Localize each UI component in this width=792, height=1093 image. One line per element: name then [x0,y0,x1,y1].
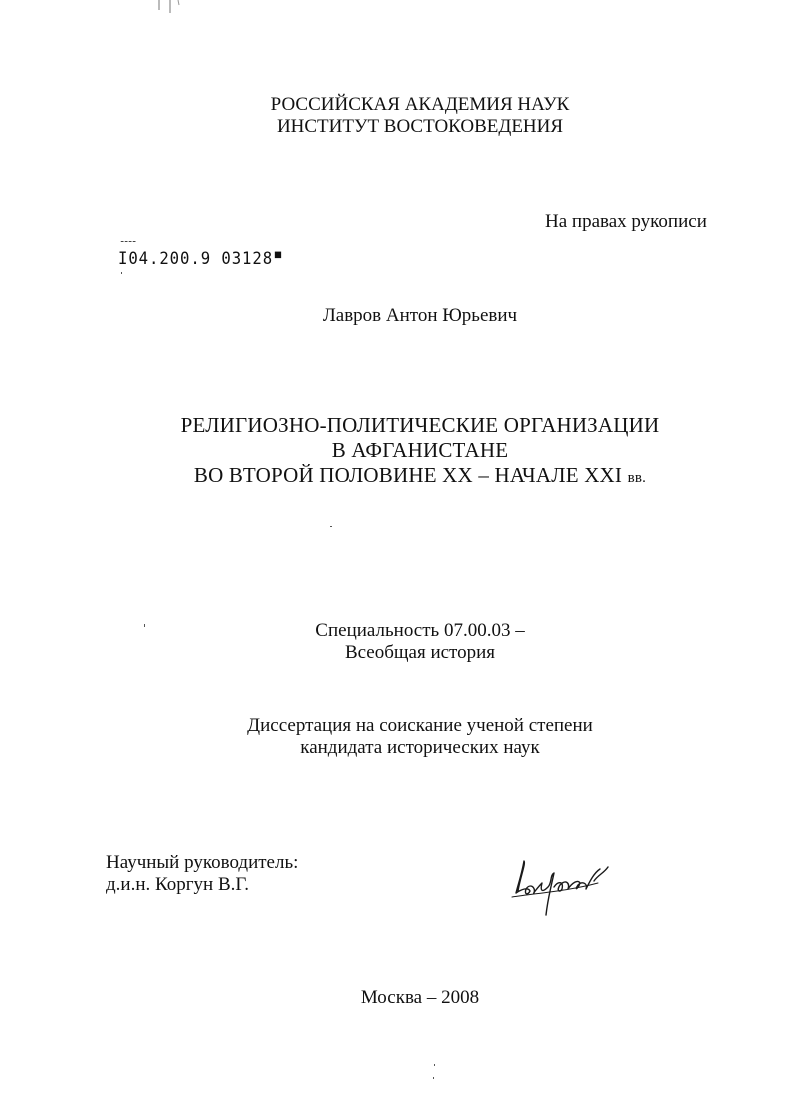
dissertation-title [0,413,792,491]
degree-line-2: кандидата исторических наук [300,737,540,758]
author-name: Лавров Антон Юрьевич [322,305,518,326]
title-line-3-suffix: вв. [627,470,647,486]
title-line-1: РЕЛИГИОЗНО-ПОЛИТИЧЕСКИЕ ОРГАНИЗАЦИИ [180,413,660,437]
degree-block [0,715,792,759]
signature-icon [508,853,618,919]
stamp-mark-icon [121,241,136,244]
title-line-3-main: ВО ВТОРОЙ ПОЛОВИНЕ XX – НАЧАЛЕ XXI [193,463,623,487]
inventory-number [118,248,282,270]
advisor-label: Научный руководитель: [106,852,299,873]
institute-name: ИНСТИТУТ ВОСТОКОВЕДЕНИЯ [276,116,564,137]
degree-line-1: Диссертация на соискание ученой степени [247,715,593,736]
institution-header [0,94,792,138]
specialty-name: Всеобщая история [344,642,496,663]
scan-speck [330,526,332,527]
title-line-2: В АФГАНИСТАНЕ [331,438,509,462]
scan-speck [433,1077,434,1079]
inventory-tick-icon: ▀ [274,252,282,265]
rights-note: На правах рукописи [545,211,707,232]
scan-speck [121,272,122,274]
city-year: Москва – 2008 [360,987,480,1008]
title-line-3 [0,463,792,491]
specialty-code: Специальность 07.00.03 – [315,620,525,641]
specialty-block [0,620,792,664]
inventory-number-text: I04.200.9 03128 [118,249,274,269]
scan-artifact-icon [158,0,188,14]
advisor-block [106,852,298,896]
scan-speck [144,624,145,627]
academy-name: РОССИЙСКАЯ АКАДЕМИЯ НАУК [270,94,570,115]
scan-speck [434,1064,435,1066]
advisor-name: д.и.н. Коргун В.Г. [106,874,249,895]
